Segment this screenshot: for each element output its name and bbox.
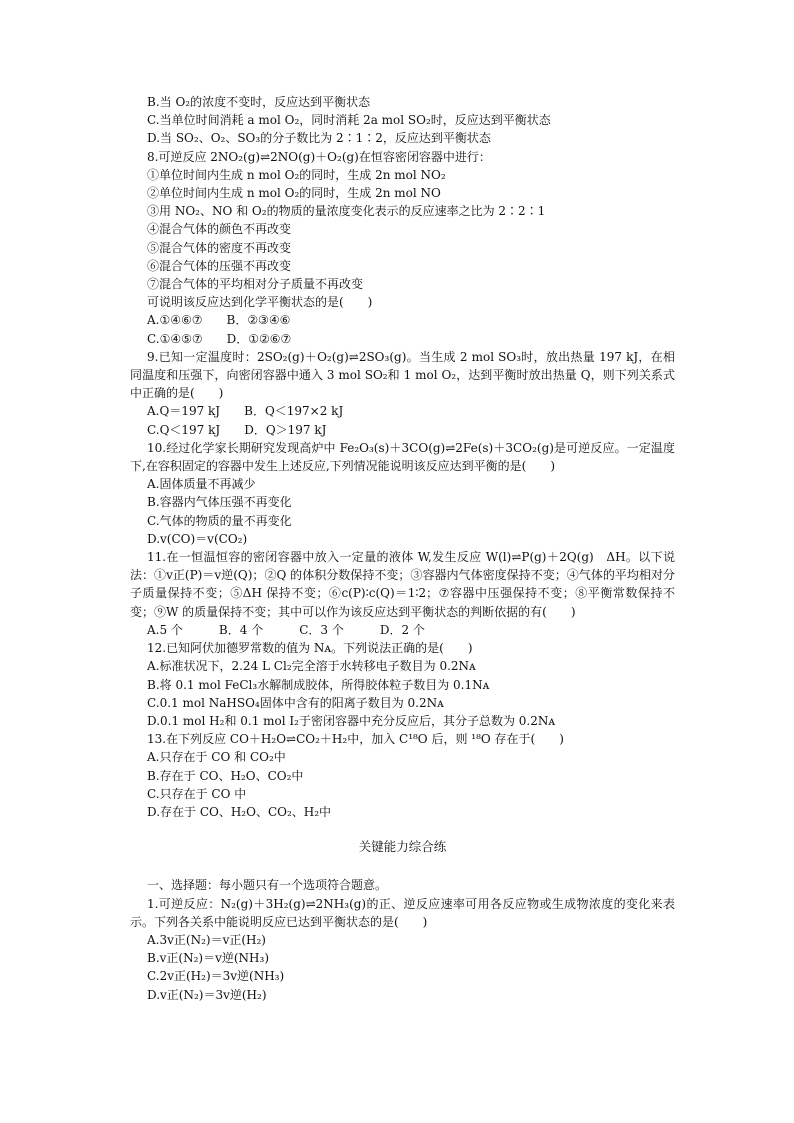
s1-option-c: C.2v正(H₂)＝3v逆(NH₃): [147, 969, 285, 984]
q12-option-c: C.0.1 mol NaHSO₄固体中含有的阳离子数目为 0.2Nᴀ: [147, 695, 444, 710]
q12-option-d: D.0.1 mol H₂和 0.1 mol I₂于密闭容器中充分反应后，其分子总数为 0.2Nᴀ: [147, 713, 556, 728]
q10-option-c: C.气体的物质的量不再变化: [147, 513, 292, 528]
q8-statement-7: ⑦混合气体的平均相对分子质量不再改变: [147, 277, 364, 292]
q13-option-d: D.存在于 CO、H₂O、CO₂、H₂中: [147, 804, 332, 819]
q13-option-a: A.只存在于 CO 和 CO₂中: [147, 750, 286, 765]
q7-option-d: D.当 SO₂、O₂、SO₃的分子数比为 2∶1∶2，反应达到平衡状态: [147, 131, 491, 146]
q8-stem: 8.可逆反应 2NO₂(g)⇌2NO(g)＋O₂(g)在恒容密闭容器中进行：: [147, 149, 491, 164]
q10-option-d: D.v(CO)＝v(CO₂): [147, 531, 248, 546]
q7-option-c: C.当单位时间消耗 a mol O₂，同时消耗 2a mol SO₂时，反应达到平衡状态: [147, 113, 551, 128]
q13-stem: 13.在下列反应 CO＋H₂O⇌CO₂＋H₂中，加入 C¹⁸O 后，则 ¹⁸O 存在于( ): [147, 732, 564, 747]
q10-stem: 10.经过化学家长期研究发现高炉中 Fe₂O₃(s)＋3CO(g)⇌2Fe(s)＋3CO₂(g)是可逆反应。一定温度下,在容积固定的容器中发生上述反应,下列情况能说明该反应达到平衡的是( ): [130, 440, 675, 474]
s1-stem: 1.可逆反应：N₂(g)＋3H₂(g)⇌2NH₃(g)的正、逆反应速率可用各反应物或生成物浓度的变化来表示。下列各关系中能说明反应已达到平衡状态的是( ): [130, 896, 675, 929]
q13-option-b: B.存在于 CO、H₂O、CO₂中: [147, 768, 304, 783]
q12-option-b: B.将 0.1 mol FeCl₃水解制成胶体，所得胶体粒子数目为 0.1Nᴀ: [147, 677, 490, 692]
q8-options-cd: C.①④⑤⑦ D．①②⑥⑦: [147, 331, 292, 346]
s1-option-a: A.3v正(N₂)＝v正(H₂): [147, 932, 266, 947]
s1-option-b: B.v正(N₂)＝v逆(NH₃): [147, 951, 270, 966]
q8-statement-2: ②单位时间内生成 n mol O₂的同时，生成 2n mol NO: [147, 186, 441, 201]
q8-statement-3: ③用 NO₂、NO 和 O₂的物质的量浓度变化表示的反应速率之比为 2∶2∶1: [147, 204, 546, 219]
q13-option-c: C.只存在于 CO 中: [147, 786, 247, 801]
section-intro: 一、选择题：每小题只有一个选项符合题意。: [147, 878, 388, 893]
q8-prompt: 可说明该反应达到化学平衡状态的是( ): [147, 295, 373, 310]
q12-stem: 12.已知阿伏加德罗常数的值为 Nᴀ。下列说法正确的是( ): [147, 641, 473, 656]
q8-statement-6: ⑥混合气体的压强不再改变: [147, 258, 292, 273]
q8-statement-1: ①单位时间内生成 n mol O₂的同时，生成 2n mol NO₂: [147, 167, 446, 182]
q8-options-ab: A.①④⑥⑦ B．②③④⑥: [147, 313, 291, 328]
q11-options: A.5 个 B．4 个 C．3 个 D．2 个: [147, 622, 425, 637]
q8-statement-4: ④混合气体的颜色不再改变: [147, 222, 292, 237]
section-title: 关键能力综合练: [358, 839, 447, 855]
q10-option-b: B.容器内气体压强不再变化: [147, 495, 292, 510]
q9-stem: 9.已知一定温度时：2SO₂(g)＋O₂(g)⇌2SO₃(g)。当生成 2 mol SO₃时，放出热量 197 kJ，在相同温度和压强下，向密闭容器中通入 3 mol SO₂和 1 mol O₂，达到平衡时放出热量 Q，则下列关系式中正确的是( ): [130, 349, 675, 401]
q11-stem: 11.在一恒温恒容的密闭容器中放入一定量的液体 W,发生反应 W(l)⇌P(g)＋2Q(g) ΔH。以下说法：①v正(P)＝v逆(Q)；②Q 的体积分数保持不变；③容器内气体密度保持不变；④气体的平均相对分子质量保持不变；⑤ΔH 保持不变；⑥c(P)∶c(Q)＝1∶2；⑦容器中压强保持不变；⑧平衡常数保持不变；⑨W 的质量保持不变；其中可以作为该反应达到平衡状态的判断依据的有( ): [130, 550, 675, 619]
q9-options-ab: A.Q＝197 kJ B．Q＜197×2 kJ: [147, 404, 344, 419]
q8-statement-5: ⑤混合气体的密度不再改变: [147, 240, 292, 255]
q7-option-b: B.当 O₂的浓度不变时，反应达到平衡状态: [147, 95, 371, 109]
s1-option-d: D.v正(N₂)＝3v逆(H₂): [147, 987, 267, 1002]
page-content: [130, 93, 675, 1004]
q12-option-a: A.标准状况下，2.24 L Cl₂完全溶于水转移电子数目为 0.2Nᴀ: [147, 659, 476, 674]
q9-options-cd: C.Q＜197 kJ D．Q＞197 kJ: [147, 422, 327, 437]
q10-option-a: A.固体质量不再减少: [147, 477, 256, 492]
